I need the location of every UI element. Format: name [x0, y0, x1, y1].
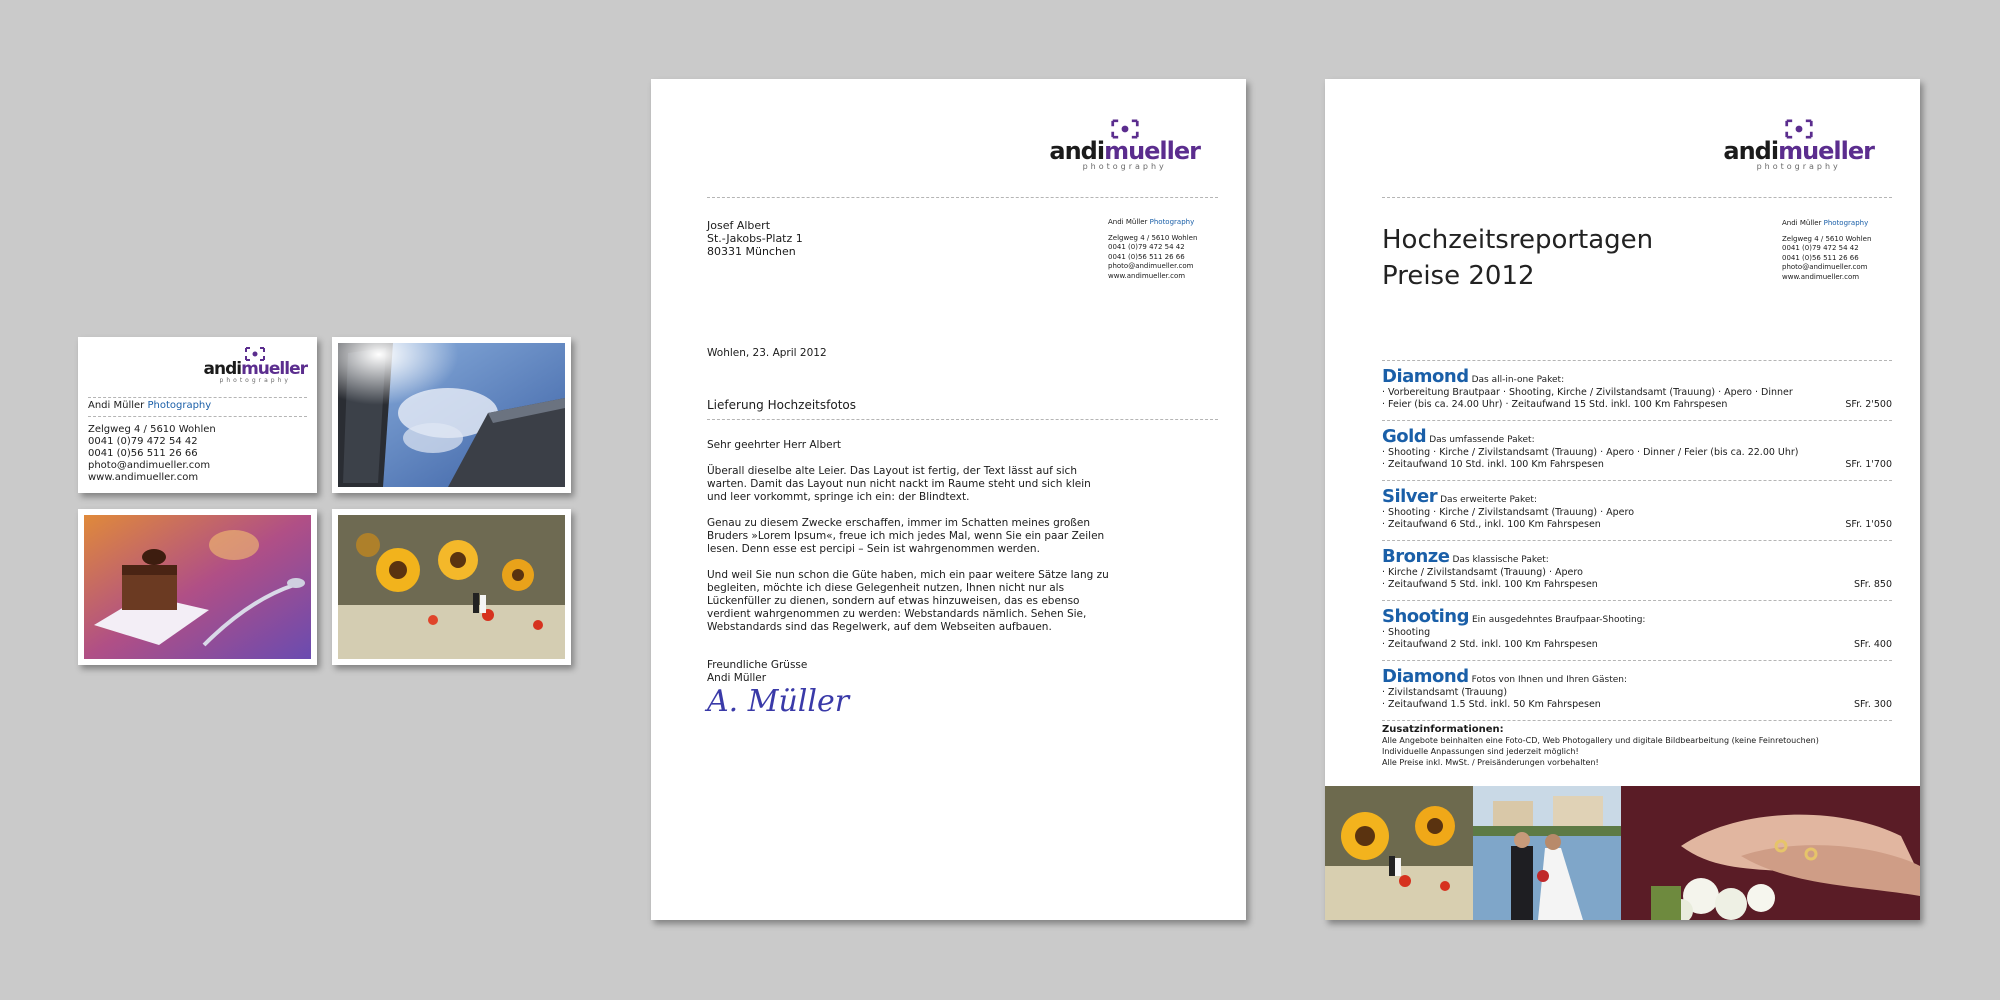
sender-name: Andi Müller [1108, 218, 1148, 226]
sender-name-line [1108, 218, 1197, 228]
sender-address: Zelgweg 4 / 5610 Wohlen [1782, 234, 1872, 243]
package-divider [1382, 420, 1892, 421]
packages-top-divider [1382, 360, 1892, 361]
package-line-text: · Zeitaufwand 1.5 Std. inkl. 50 Km Fahrspesen [1382, 699, 1601, 710]
package-diamond [1382, 366, 1892, 411]
package-silver [1382, 486, 1892, 531]
price-title [1382, 222, 1653, 294]
price-logo [1723, 119, 1874, 171]
package-line-last [1382, 519, 1892, 531]
card-logo [204, 347, 308, 384]
strip-photo-hands [1621, 786, 1920, 920]
logo-mueller: mueller [241, 359, 307, 379]
extra-line: Alle Preise inkl. MwSt. / Preisänderungen vorbehalten! [1382, 758, 1599, 767]
sender-name-line [1782, 219, 1871, 229]
sender-address: Zelgweg 4 / 5610 Wohlen [1108, 233, 1198, 242]
extra-line: Individuelle Anpassungen sind jederzeit möglich! [1382, 747, 1579, 756]
logo-andi: andi [1723, 137, 1779, 165]
package-heading [1382, 546, 1892, 567]
strip-photo-sunflowers [1325, 786, 1473, 920]
package-bronze [1382, 546, 1892, 591]
logo-mueller: mueller [1778, 137, 1874, 165]
recipient-city: 80331 München [707, 245, 796, 258]
letter-logo [1049, 119, 1200, 171]
divider [88, 397, 307, 398]
package-shooting [1382, 606, 1892, 651]
card-name: Andi Müller [88, 400, 145, 411]
package-line-last [1382, 579, 1892, 591]
closing-name: Andi Müller [707, 672, 767, 684]
card-brand: Photography [147, 400, 212, 411]
letter-date: Wohlen, 23. April 2012 [707, 347, 827, 359]
logo-subtitle: photography [1082, 162, 1167, 171]
card-contact [88, 424, 216, 484]
package-line-last [1382, 639, 1892, 651]
package-line-text: · Zeitaufwand 6 Std., inkl. 100 Km Fahrspesen [1382, 519, 1601, 530]
package-heading [1382, 666, 1892, 687]
package-line: · Shooting · Kirche / Zivilstandsamt (Trauung) · Apero [1382, 507, 1635, 518]
header-divider [1382, 197, 1892, 198]
sender-name: Andi Müller [1782, 219, 1822, 227]
package-tagline: Das erweiterte Paket: [1440, 495, 1537, 505]
package-heading [1382, 366, 1892, 387]
sunflower-strip-image [1325, 786, 1473, 920]
sender-brand: Photography [1823, 219, 1869, 227]
sender-block [1782, 219, 1871, 282]
strip-photo-couple [1473, 786, 1621, 920]
skyscraper-photo [338, 343, 565, 487]
letter-closing [707, 659, 807, 685]
couple-strip-image [1473, 786, 1621, 920]
extra-info [1382, 724, 1892, 768]
title-line-2: Preise 2012 [1382, 261, 1535, 291]
package-name: Silver [1382, 486, 1438, 507]
recipient-street: St.-Jakobs-Platz 1 [707, 232, 803, 245]
logo-mueller: mueller [1104, 137, 1200, 165]
letter-paragraph-1: Überall dieselbe alte Leier. Das Layout ist fertig, der Text lässt auf sich warten. Damit das Layout nun nicht nackt im Raume steht und sich klein und leer vorkommt, springe ich ein: der Blindtext. [707, 465, 1091, 503]
package-price: SFr. 1'050 [1845, 519, 1892, 530]
sender-phone2: 0041 (0)56 511 26 66 [1782, 253, 1859, 262]
card-website: www.andimueller.com [88, 472, 199, 483]
package-heading [1382, 426, 1892, 447]
package-line-last [1382, 399, 1892, 411]
package-divider [1382, 660, 1892, 661]
package-tagline: Das all-in-one Paket: [1471, 375, 1565, 385]
package-price: SFr. 850 [1853, 579, 1892, 590]
letter-salutation: Sehr geehrter Herr Albert [707, 439, 842, 451]
package-line: · Shooting · Kirche / Zivilstandsamt (Trauung) · Apero · Dinner / Feier (bis ca. 22.00 Uhr) [1382, 447, 1799, 458]
letter-paragraph-2: Genau zu diesem Zwecke erschaffen, immer im Schatten meines großen Bruders »Lorem Ipsum«, freue ich mich jedes Mal, wenn Sie ein paar Zeilen lesen. Denn esse est percipi – Sein ist wahrgenommen werden. [707, 517, 1105, 555]
card-phone-office: 0041 (0)56 511 26 66 [88, 448, 198, 459]
sender-email: photo@andimueller.com [1108, 262, 1194, 270]
camera-logo-icon [1784, 119, 1814, 139]
title-line-1: Hochzeitsreportagen [1382, 225, 1654, 255]
package-gold [1382, 426, 1892, 471]
sender-phone1: 0041 (0)79 472 54 42 [1782, 244, 1859, 252]
package-name: Diamond [1382, 366, 1469, 387]
package-line-text: · Zeitaufwand 5 Std. inkl. 100 Km Fahrspesen [1382, 579, 1598, 590]
package-divider [1382, 540, 1892, 541]
letter-sheet [651, 79, 1246, 920]
subject-divider [707, 419, 1218, 420]
package-divider [1382, 600, 1892, 601]
package-line: · Shooting [1382, 627, 1431, 638]
package-price: SFr. 300 [1853, 699, 1892, 710]
extra-line: Alle Angebote beinhalten eine Foto-CD, Web Photogallery und digitale Bildbearbeitung (keine Feinretouchen) [1382, 736, 1819, 745]
sender-web: www.andimueller.com [1108, 271, 1186, 280]
divider [88, 416, 307, 417]
sender-block [1108, 218, 1197, 281]
extra-title: Zusatzinformationen: [1382, 724, 1504, 735]
card-phone-mobile: 0041 (0)79 472 54 42 [88, 436, 198, 447]
card-email: photo@andimueller.com [88, 460, 211, 471]
recipient-block [707, 219, 803, 258]
sender-phone1: 0041 (0)79 472 54 42 [1108, 243, 1185, 251]
package-price: SFr. 2'500 [1845, 399, 1892, 410]
package-tagline: Das klassische Paket: [1452, 555, 1549, 565]
dessert-photo [84, 515, 311, 659]
package-divider [1382, 480, 1892, 481]
package-line-text: · Feier (bis ca. 24.00 Uhr) · Zeitaufwand 15 Std. inkl. 100 Km Fahrspesen [1382, 399, 1728, 410]
sender-brand: Photography [1149, 218, 1195, 226]
package-tagline: Das umfassende Paket: [1429, 435, 1535, 445]
package-price: SFr. 1'700 [1845, 459, 1892, 470]
package-price: SFr. 400 [1853, 639, 1892, 650]
card-address: Zelgweg 4 / 5610 Wohlen [88, 424, 216, 435]
sender-phone2: 0041 (0)56 511 26 66 [1108, 252, 1185, 261]
camera-logo-icon [1110, 119, 1140, 139]
package-name: Gold [1382, 426, 1427, 447]
package-line: · Vorbereitung Brautpaar · Shooting, Kirche / Zivilstandsamt (Trauung) · Apero · Dinner [1382, 387, 1793, 398]
package-name: Shooting [1382, 606, 1469, 627]
letter-subject: Lieferung Hochzeitsfotos [707, 398, 856, 412]
logo-subtitle: photography [1756, 162, 1841, 171]
package-diamond-guests [1382, 666, 1892, 711]
recipient-name: Josef Albert [707, 219, 771, 232]
package-line-last [1382, 699, 1892, 711]
header-divider [707, 197, 1218, 198]
package-line: · Kirche / Zivilstandsamt (Trauung) · Apero [1382, 567, 1583, 578]
package-heading [1382, 486, 1892, 507]
package-name: Bronze [1382, 546, 1450, 567]
business-card-front [78, 337, 317, 493]
letter-paragraph-3: Und weil Sie nun schon die Güte haben, mich ein paar weitere Sätze lang zu begleiten, möchte ich diese Gelegenheit nutzen, Ihnen nicht nur als Lückenfüller zu dienen, sondern auf etwas hinzuweisen, das es ebenso verdient wahrgenommen zu werden: Webstandards nämlich. Sehen Sie, Webstandards sind das Regelwerk, auf dem Webseiten aufbauen. [707, 569, 1109, 633]
card-photo-skyscrapers [332, 337, 571, 493]
price-sheet [1325, 79, 1920, 920]
signature: A. Müller [707, 684, 850, 719]
logo-subtitle: photography [219, 377, 291, 384]
closing-text: Freundliche Grüsse [707, 659, 808, 671]
package-name: Diamond [1382, 666, 1469, 687]
hands-rings-strip-image [1621, 786, 1920, 920]
logo-andi: andi [1049, 137, 1105, 165]
card-photo-sunflowers [332, 509, 571, 665]
package-line-last [1382, 459, 1892, 471]
sender-web: www.andimueller.com [1782, 272, 1860, 281]
sender-email: photo@andimueller.com [1782, 263, 1868, 271]
package-tagline: Ein ausgedehntes Braufpaar-Shooting: [1471, 615, 1646, 625]
package-heading [1382, 606, 1892, 627]
sunflower-photo [338, 515, 565, 659]
package-line-text: · Zeitaufwand 2 Std. inkl. 100 Km Fahrspesen [1382, 639, 1598, 650]
logo-andi: andi [203, 359, 242, 379]
package-line: · Zivilstandsamt (Trauung) [1382, 687, 1508, 698]
card-name-line [88, 400, 211, 412]
package-line-text: · Zeitaufwand 10 Std. inkl. 100 Km Fahrspesen [1382, 459, 1604, 470]
card-photo-dessert [78, 509, 317, 665]
package-divider [1382, 720, 1892, 721]
package-tagline: Fotos von Ihnen und Ihren Gästen: [1471, 675, 1628, 685]
